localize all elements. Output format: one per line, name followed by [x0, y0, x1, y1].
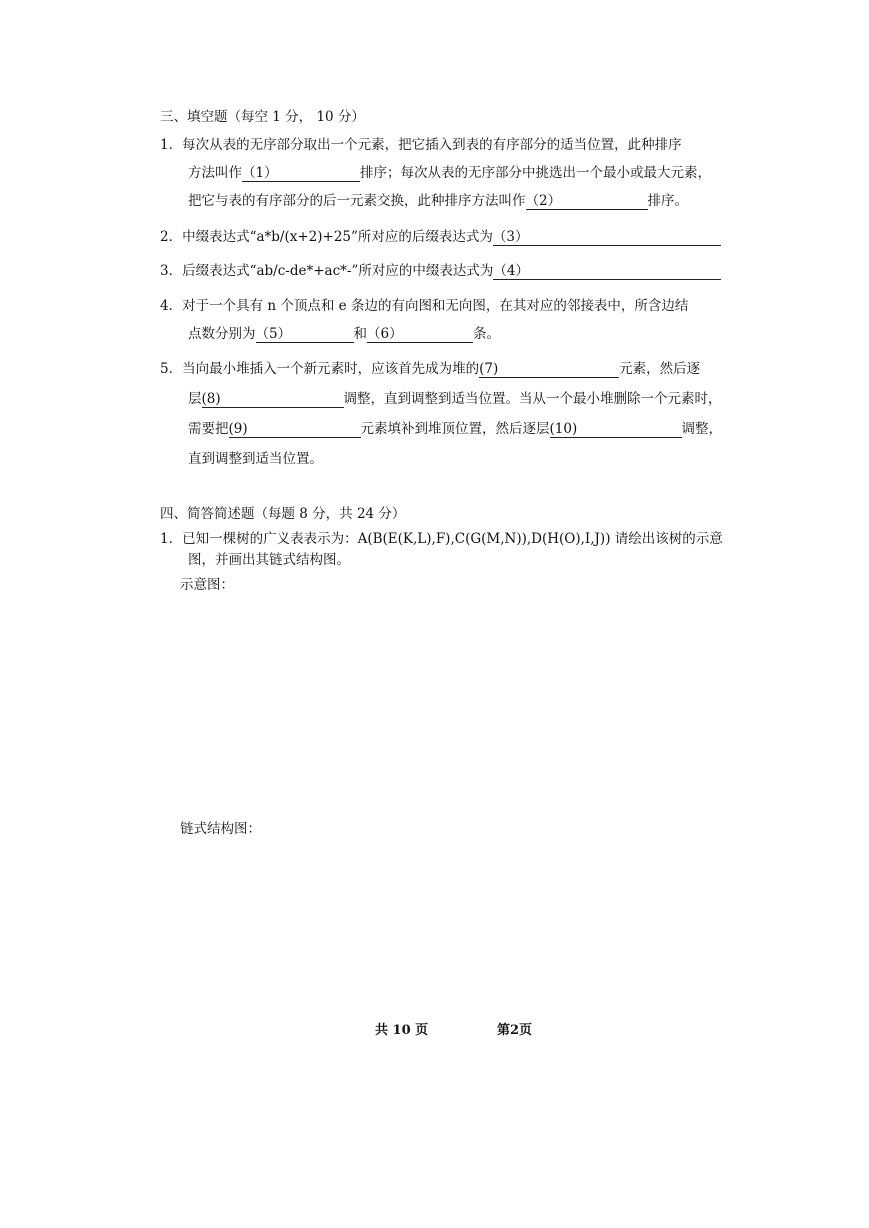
q4-line1: 4．对于一个具有 n 个顶点和 e 条边的有向图和无向图，在其对应的邻接表中，所含边结	[160, 298, 689, 314]
q5-line2-suffix: 调整，直到调整到适当位置。当从一个最小堆删除一个元素时，	[343, 391, 722, 407]
blank-3[interactable]: （3）	[493, 229, 721, 246]
sketch-label: 示意图：	[180, 577, 234, 593]
q1-line3-suffix: 排序。	[647, 193, 688, 209]
q2-line	[160, 228, 721, 246]
blank-2[interactable]: （2）	[526, 193, 648, 210]
linked-structure-label: 链式结构图：	[180, 821, 261, 837]
q5-line3	[188, 420, 722, 438]
blank-4[interactable]: （4）	[493, 263, 721, 280]
footer-current-page: 第2页	[497, 1023, 533, 1038]
q1-line2-suffix: 排序；每次从表的无序部分中挑选出一个最小或最大元素，	[360, 165, 711, 181]
q4-line2-prefix: 点数分别为	[188, 326, 256, 342]
blank-10[interactable]: (10)	[550, 421, 682, 438]
q3-prefix: 3．后缀表达式“ab/c-de*+ac*-”所对应的中缀表达式为	[160, 263, 494, 279]
q5-line3-mid: 元素填补到堆顶位置，然后逐层	[360, 421, 550, 437]
section-3-heading: 三、填空题（每空 1 分， 10 分）	[160, 109, 365, 125]
blank-1[interactable]: （1）	[242, 165, 360, 182]
q5-line3-prefix: 需要把	[188, 421, 229, 437]
q2-prefix: 2．中缀表达式“a*b/(x+2)+25”所对应的后缀表达式为	[160, 229, 493, 245]
blank-9[interactable]: (9)	[229, 421, 361, 438]
blank-7[interactable]: (7)	[479, 361, 619, 378]
q4-line2	[188, 325, 500, 343]
blank-5[interactable]: （5）	[256, 326, 354, 343]
s4-q1-line1: 1．已知一棵树的广义表表示为：A(B(E(K,L),F),C(G(M,N)),D(H(O),I,J)) 请绘出该树的示意	[160, 531, 723, 547]
q1-line2	[188, 164, 711, 182]
q5-line1-suffix: 元素，然后逐	[619, 361, 701, 377]
section-4-heading: 四、简答简述题（每题 8 分，共 24 分）	[160, 506, 406, 522]
q1-line3	[188, 192, 688, 210]
q5-line1	[160, 360, 700, 378]
q5-line1-prefix: 5．当向最小堆插入一个新元素时，应该首先成为堆的	[160, 361, 480, 377]
q4-mid: 和	[353, 326, 367, 342]
s4-q1-line2: 图，并画出其链式结构图。	[188, 552, 350, 568]
q5-line4: 直到调整到适当位置。	[188, 451, 323, 467]
q1-line3-prefix: 把它与表的有序部分的后一元素交换，此种排序方法叫作	[188, 193, 526, 209]
q4-line2-suffix: 条。	[473, 326, 500, 342]
footer-total-pages: 共 10 页	[375, 1023, 429, 1038]
q1-line2-prefix: 方法叫作	[188, 165, 242, 181]
q5-line2	[188, 390, 722, 408]
q1-line1: 1．每次从表的无序部分取出一个元素，把它插入到表的有序部分的适当位置，此种排序	[160, 137, 682, 153]
q5-line2-prefix: 层	[188, 391, 202, 407]
blank-8[interactable]: (8)	[202, 391, 344, 408]
blank-6[interactable]: （6）	[367, 326, 473, 343]
q3-line	[160, 262, 721, 280]
q5-line3-suffix: 调整，	[681, 421, 722, 437]
